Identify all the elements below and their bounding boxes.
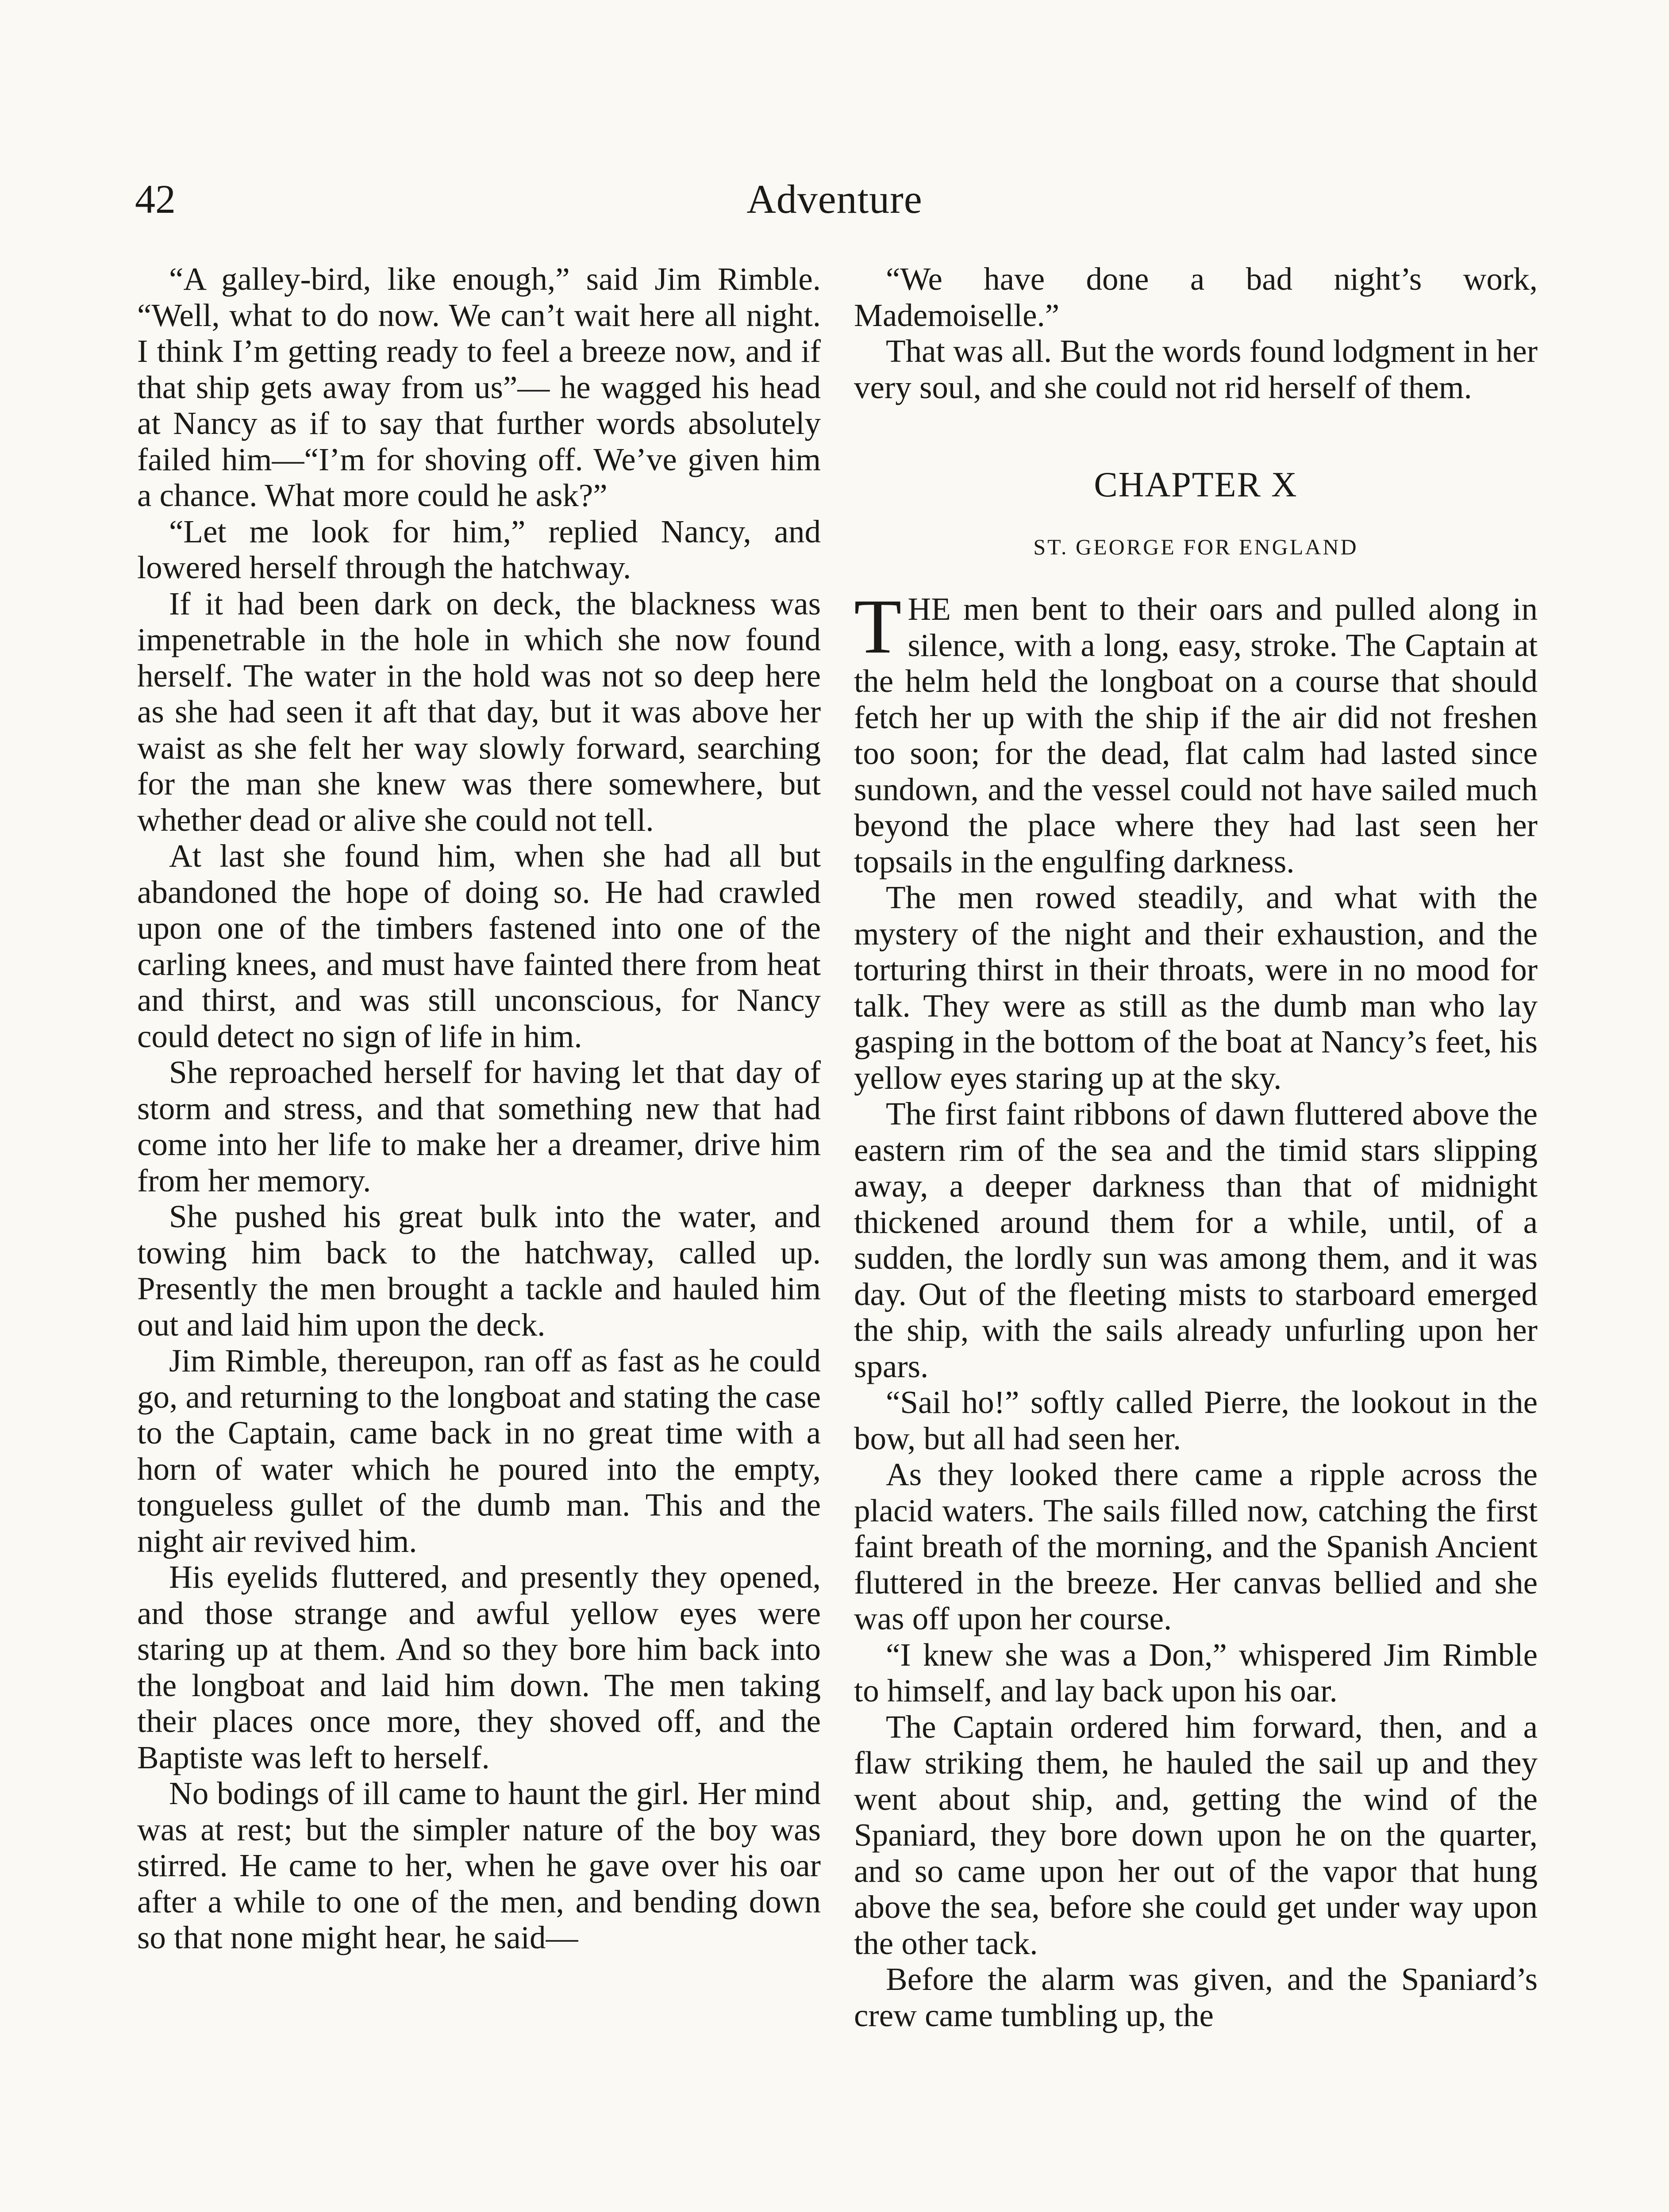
paragraph: The Captain ordered him forward, then, and a flaw striking them, he hauled the sail up and they went about ship, and, getting the wind of the Spaniard, they bore down upon he on the quarter, and so came upon her out of the vapor that hung above the sea, before she could get under way upon the other tack. [854,1709,1538,1961]
chapter-opening-paragraph [854,584,1538,879]
paragraph: No bodings of ill came to haunt the girl. Her mind was at rest; but the simpler nature of the boy was stirred. He came to her, when he gave over his oar after a while to one of the men, and bending down so that none might hear, he said— [137,1775,821,1955]
paragraph: She pushed his great bulk into the water, and towing him back to the hatchway, called up. Presently the men brought a tackle and hauled him out and laid him upon the deck. [137,1198,821,1343]
paragraph: She reproached herself for having let that day of storm and stress, and that something new that had come into her life to make her a dreamer, drive him from her memory. [137,1054,821,1198]
page-number: 42 [135,177,176,222]
paragraph: Jim Rimble, thereupon, ran off as fast as he could go, and returning to the longboat and stating the case to the Captain, came back in no great time with a horn of water which he poured into the empty, tongueless gullet of the dumb man. This and the night air revived him. [137,1343,821,1559]
paragraph: If it had been dark on deck, the blackness was impenetrable in the hole in which she now found herself. The water in the hold was not so deep here as she had seen it aft that day, but it was above her waist as she felt her way slowly forward, searching for the man she knew was there somewhere, but whether dead or alive she could not tell. [137,585,821,838]
paragraph: His eyelids fluttered, and presently they opened, and those strange and awful yellow eyes were staring up at them. And so they bore him back into the longboat and laid him down. The men taking their places once more, they shoved off, and the Baptiste was left to herself. [137,1559,821,1775]
paragraph: That was all. But the words found lodgment in her very soul, and she could not rid herself of them. [854,333,1538,405]
paragraph: “Let me look for him,” replied Nancy, and lowered herself through the hatchway. [137,513,821,585]
chapter-title: CHAPTER X [1094,465,1298,504]
running-title: Adventure [746,177,923,222]
right-column [854,261,1538,2033]
drop-cap: T [854,584,902,670]
paragraph: The first faint ribbons of dawn fluttered above the eastern rim of the sea and the timid stars slipping away, a deeper darkness than that of midnight thickened around them for a while, until, of a sudden, the lordly sun was among them, and it was day. Out of the fleeting mists to starboard emerged the ship, with the sails already unfurling upon her spars. [854,1096,1538,1384]
page-header [0,168,1669,230]
paragraph: At last she found him, when she had all but abandoned the hope of doing so. He had crawled upon one of the timbers fastened into one of the carling knees, and must have fainted there from heat and thirst, and was still unconscious, for Nancy could detect no sign of life in him. [137,838,821,1054]
paragraph: As they looked there came a ripple across the placid waters. The sails filled now, catching the first faint breath of the morning, and the Spanish Ancient fluttered in the breeze. Her canvas bellied and she was off upon her course. [854,1456,1538,1636]
left-column [137,261,821,1956]
paragraph: The men rowed steadily, and what with the mystery of the night and their exhaustion, and the torturing thirst in their throats, were in no mood for talk. They were as still as the dumb man who lay gasping in the bottom of the boat at Nancy’s feet, his yellow eyes staring up at the sky. [854,879,1538,1096]
paragraph: “A galley-bird, like enough,” said Jim Rimble. “Well, what to do now. We can’t wait here all night. I think I’m getting ready to feel a breeze now, and if that ship gets away from us”— he wagged his head at Nancy as if to say that further words absolutely failed him—“I’m for shoving off. We’ve given him a chance. What more could he ask?” [137,261,821,513]
paragraph: Before the alarm was given, and the Spaniard’s crew came tumbling up, the [854,1961,1538,2033]
paragraph: “I knew she was a Don,” whispered Jim Rimble to himself, and lay back upon his oar. [854,1636,1538,1709]
opening-text: HE men bent to their oars and pulled along in silence, with a long, easy, stroke. The Captain at the helm held the longboat on a course that should fetch her up with the ship if the air did not freshen too soon; for the dead, flat calm had lasted since sundown, and the vessel could not have sailed much beyond the place where they had last seen her topsails in the engulfing darkness. [854,591,1538,879]
paragraph: “Sail ho!” softly called Pierre, the lookout in the bow, but all had seen her. [854,1384,1538,1456]
chapter-subtitle: ST. GEORGE FOR ENGLAND [1033,534,1358,559]
paragraph: “We have done a bad night’s work, Mademoiselle.” [854,261,1538,333]
